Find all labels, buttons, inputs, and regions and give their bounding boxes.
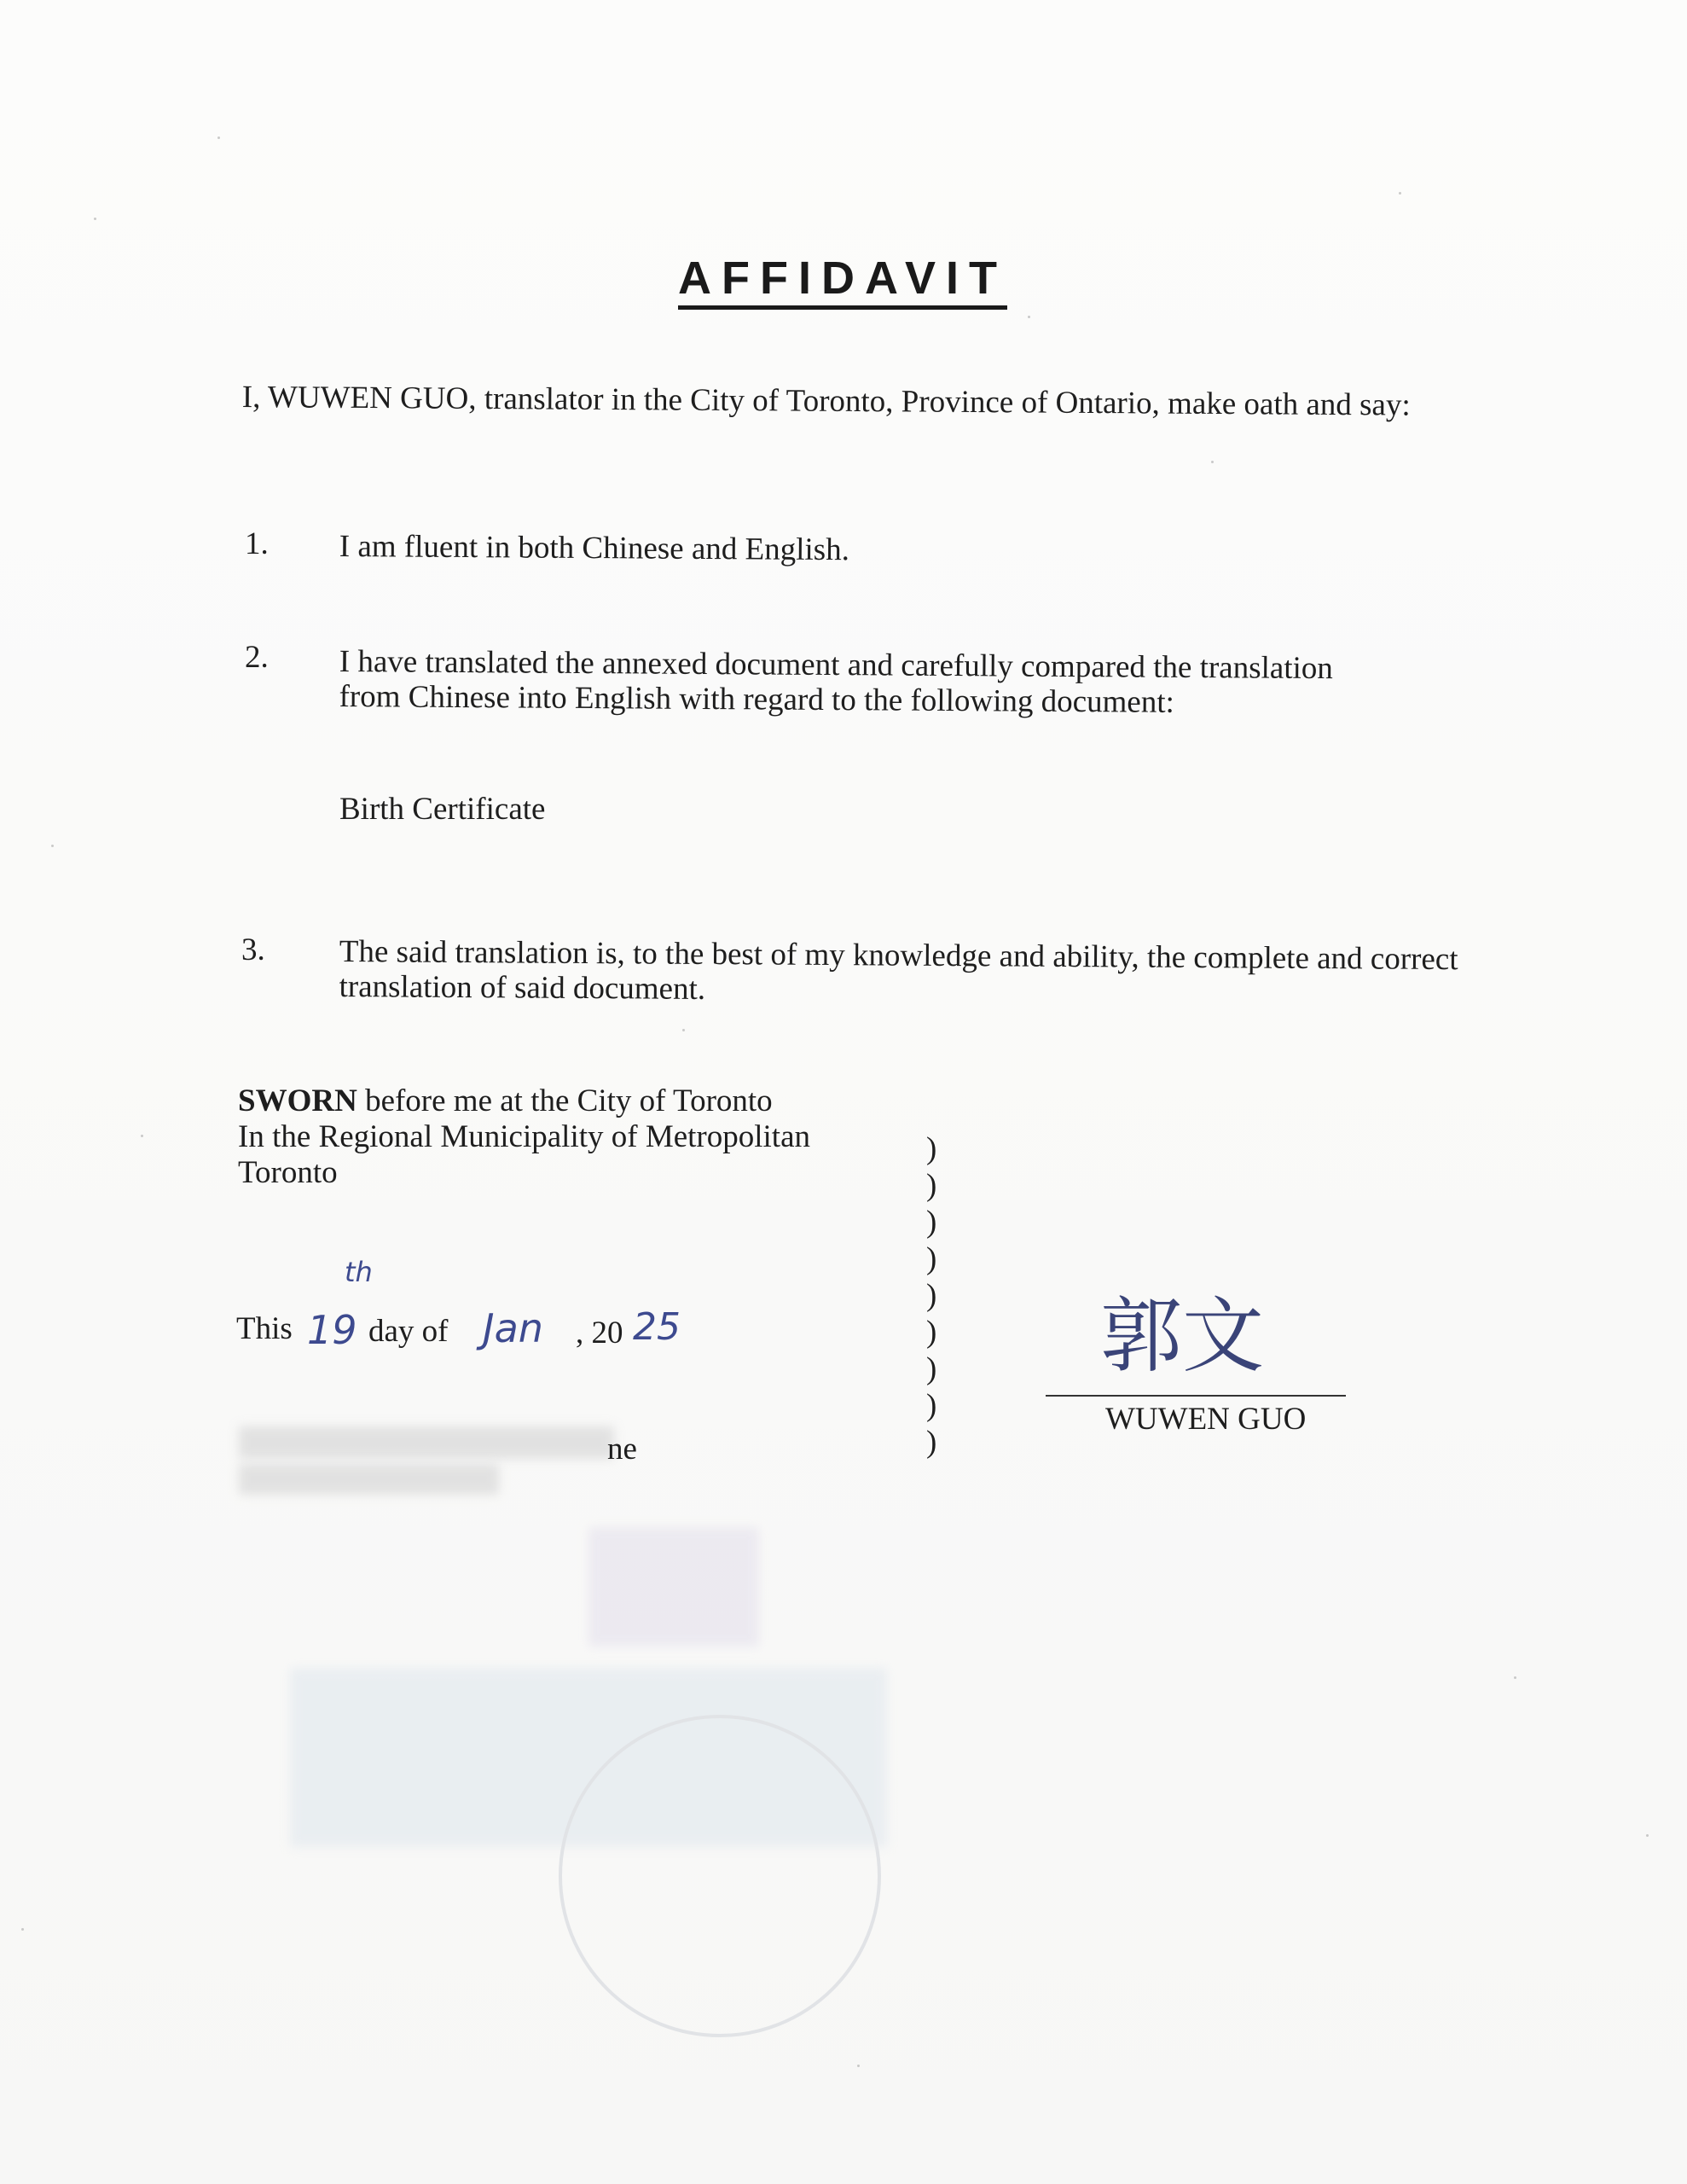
scan-speck xyxy=(94,218,96,220)
signatory-name: WUWEN GUO xyxy=(1105,1402,1307,1437)
handwritten-day-suffix: th xyxy=(345,1256,373,1288)
item-text: The said translation is, to the best of my knowledge and ability, the complete and correct translation of said document. xyxy=(339,934,1458,1007)
scan-speck xyxy=(1399,192,1401,195)
scan-speck xyxy=(1211,461,1214,463)
faint-seal-ring xyxy=(559,1715,881,2037)
scan-speck xyxy=(1514,1676,1516,1679)
intro-paragraph: I, WUWEN GUO, translator in the City of Toronto, Province of Ontario, make oath and say: xyxy=(241,380,1411,423)
item-number: 3. xyxy=(241,932,265,967)
document-name: Birth Certificate xyxy=(339,792,546,827)
redacted-commissioner-title xyxy=(239,1464,499,1495)
scan-speck xyxy=(21,1928,24,1931)
sworn-line1: before me at the City of Toronto xyxy=(357,1083,773,1118)
sworn-bold-word: SWORN xyxy=(238,1083,357,1118)
item-text: I have translated the annexed document and carefully compared the translation from Chinese into English with regard to the following document: xyxy=(339,644,1333,720)
scan-speck xyxy=(141,1135,143,1137)
scan-speck xyxy=(1028,316,1030,318)
redacted-stamp-top xyxy=(588,1527,759,1647)
sworn-line3: Toronto xyxy=(238,1155,338,1190)
scan-speck xyxy=(857,2065,860,2067)
handwritten-month: Jan xyxy=(483,1305,543,1351)
signature-line xyxy=(1046,1395,1346,1397)
affidavit-title: AFFIDAVIT xyxy=(678,253,1007,310)
scan-speck xyxy=(682,1029,685,1031)
date-year-prefix: , 20 xyxy=(576,1316,623,1350)
scan-speck xyxy=(1646,1834,1649,1837)
item-number: 1. xyxy=(245,526,269,561)
signature: 郭文 xyxy=(1100,1288,1264,1384)
sworn-line2: In the Regional Municipality of Metropolitan xyxy=(238,1119,811,1154)
handwritten-day: 19 xyxy=(307,1307,357,1353)
item-number: 2. xyxy=(245,640,269,675)
scan-speck xyxy=(51,845,54,847)
redacted-commissioner-name xyxy=(239,1426,614,1459)
handwritten-year-suffix: 25 xyxy=(633,1305,681,1349)
sworn-statement xyxy=(238,1083,886,1191)
item-text: I am fluent in both Chinese and English. xyxy=(339,529,850,568)
date-day-of-label: day of xyxy=(368,1314,449,1349)
bracket-column: ) ) ) ) ) ) ) ) ) xyxy=(926,1131,937,1460)
commissioner-fragment: ne xyxy=(607,1432,637,1467)
date-this-label: This xyxy=(236,1311,293,1346)
scan-speck xyxy=(217,136,220,139)
